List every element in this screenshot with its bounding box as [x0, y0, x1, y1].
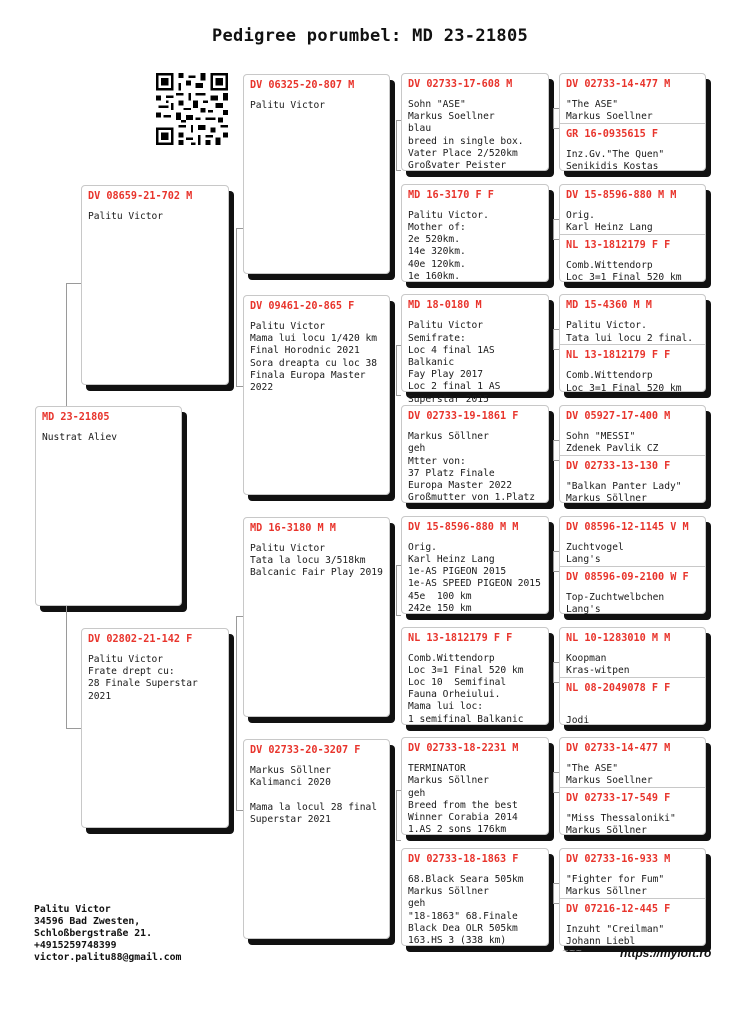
connector-line: [553, 682, 559, 684]
connector-line: [553, 108, 555, 128]
pigeon-entry: [560, 295, 705, 344]
connector-line: [553, 571, 559, 573]
connector-line: [396, 395, 401, 397]
gg-grandparent-box: [559, 73, 706, 171]
great-grandparent-box: [401, 294, 549, 405]
ring-number: NL 13-1812179 F F: [408, 632, 513, 644]
gg-grandparent-box: [559, 405, 706, 503]
ring-number: DV 09461-20-865 F: [250, 301, 355, 312]
connector-line: [553, 329, 559, 331]
breeder-phone: +4915259748399: [34, 940, 117, 951]
pigeon-notes: Comb.Wittendorp Loc 3=1 Final 520 km: [566, 370, 682, 394]
pigeon-entry: [402, 74, 548, 172]
connector-line: [553, 551, 555, 571]
pigeon-entry: [402, 849, 548, 947]
connector-line: [236, 810, 243, 812]
ring-number: DV 02733-14-477 M: [566, 743, 671, 755]
connector-line: [553, 662, 559, 664]
ring-number: DV 02733-18-1863 F: [408, 853, 519, 865]
connector-line: [553, 239, 559, 241]
gg-grandparent-box: [559, 294, 706, 392]
ring-number: NL 08-2049078 F F: [566, 682, 671, 694]
pigeon-notes: "The ASE" Markus Soellner: [566, 763, 653, 787]
connector-line: [553, 108, 559, 110]
ring-number: MD 15-4360 M M: [566, 300, 652, 312]
ring-number: DV 02733-17-608 M: [408, 79, 513, 90]
pigeon-entry: [244, 740, 389, 940]
ring-number: DV 08596-12-1145 V M: [566, 521, 689, 533]
pigeon-notes: Markus Söllner Kalimanci 2020 Mama la locul 28 final Superstar 2021: [250, 765, 378, 825]
ring-number: DV 06325-20-807 M: [250, 80, 355, 91]
ring-number: MD 16-3170 F F: [408, 189, 494, 201]
great-grandparent-box: [401, 73, 549, 171]
pigeon-entry: [36, 407, 181, 607]
connector-line: [396, 615, 401, 617]
pigeon-notes: "Balkan Panter Lady" Markus Söllner: [566, 481, 682, 505]
ring-number: DV 15-8596-880 M M: [408, 521, 519, 533]
pigeon-entry: [402, 295, 548, 405]
pigeon-notes: Palitu Victor. Tata lui locu 2 final.: [566, 320, 694, 344]
connector-line: [553, 551, 559, 553]
pigeon-notes: Palitu Victor. Mother of: 2e 520km. 14e 320km. 40e 120km. 1e 160km.: [408, 209, 489, 282]
pigeon-notes: Zuchtvogel Lang's: [566, 541, 624, 565]
connector-line: [396, 120, 401, 122]
ring-number: DV 02733-20-3207 F: [250, 745, 361, 756]
ring-number: DV 15-8596-880 M M: [566, 189, 677, 201]
sire-box: [81, 185, 229, 385]
pigeon-entry: [560, 517, 705, 566]
pigeon-entry: [402, 628, 548, 726]
pigeon-notes: Nustrat Aliev: [42, 432, 118, 443]
connector-line: [553, 903, 559, 905]
connector-line: [553, 772, 555, 792]
ring-number: MD 16-3180 M M: [250, 523, 336, 534]
great-grandparent-box: [401, 184, 549, 282]
ring-number: NL 10-1283010 M M: [566, 632, 671, 644]
connector-line: [553, 219, 555, 239]
ring-number: DV 02733-18-2231 M: [408, 743, 519, 755]
pigeon-entry: [402, 738, 548, 836]
gg-grandparent-box: [559, 848, 706, 946]
pigeon-notes: "The ASE" Markus Soellner: [566, 99, 653, 123]
pigeon-notes: Sohn "ASE" Markus Soellner blau breed in single box. Vater Place 2/520km Großvater Peister: [408, 99, 524, 172]
pigeon-notes: Inz.Gv."The Quen" Senikidis Kostas: [566, 149, 665, 173]
ring-number: GR 16-0935615 F: [566, 129, 659, 140]
pigeon-entry: [560, 185, 705, 234]
pigeon-notes: Palitu Victor Frate drept cu: 28 Finale Superstar 2021: [88, 654, 198, 702]
connector-line: [396, 345, 401, 347]
pigeon-notes: Top-Zuchtwelbchen Lang's: [566, 591, 665, 615]
connector-line: [396, 345, 398, 395]
pigeon-notes: Orig. Karl Heinz Lang: [566, 209, 653, 233]
pigeon-notes: Palitu Victor Semifrate: Loc 4 final 1AS Balkanic Fay Play 2017 Loc 2 final 1 AS Superstar 2015: [408, 320, 501, 405]
pigeon-entry: [560, 738, 705, 787]
pigeon-notes: Jodi: [566, 714, 590, 726]
connector-line: [236, 228, 238, 386]
pigeon-notes: Palitu Victor: [88, 211, 164, 222]
ring-number: DV 02733-16-933 M: [566, 853, 671, 865]
connector-line: [396, 565, 398, 615]
pigeon-notes: Palitu Victor Mama lui locu 1/420 km Final Horodnic 2021 Sora dreapta cu loc 38 Finala Europa Master 2022: [250, 321, 378, 394]
pigeon-entry: [402, 406, 548, 504]
gg-grandparent-box: [559, 627, 706, 725]
connector-line: [66, 728, 81, 730]
pigeon-notes: Comb.Wittendorp Loc 3=1 Final 520 km Loc 10 Semifinal Fauna Orheiului. Mama lui loc: 1 semifinal Balkanic: [408, 652, 524, 725]
pigeon-notes: 68.Black Seara 505km Markus Söllner geh "18-1863" 68.Finale Black Dea OLR 505km 163.HS 3 (338 km): [408, 873, 524, 946]
connector-line: [553, 883, 555, 903]
pigeon-notes: Palitu Victor: [250, 100, 326, 111]
ring-number: DV 08659-21-702 M: [88, 191, 193, 202]
ring-number: DV 02733-17-549 F: [566, 793, 671, 805]
breeder-name: Palitu Victor: [34, 904, 111, 915]
connector-line: [553, 460, 559, 462]
pigeon-entry: [402, 185, 548, 283]
pigeon-entry: [244, 75, 389, 275]
breeder-city: 34596 Bad Zwesten,: [34, 916, 141, 927]
great-grandparent-box: [401, 405, 549, 503]
connector-line: [66, 283, 68, 406]
ring-number: DV 05927-17-400 M: [566, 411, 671, 423]
pigeon-entry: [82, 629, 228, 829]
pigeon-entry: [560, 677, 705, 726]
ring-number: DV 07216-12-445 F: [566, 903, 671, 915]
qr-code-icon: [156, 73, 228, 145]
connector-line: [553, 792, 559, 794]
pigeon-notes: Markus Söllner geh Mtter von: 37 Platz Finale Europa Master 2022 Großmutter von 1.Platz: [408, 431, 536, 504]
great-grandparent-box: [401, 516, 549, 614]
pigeon-entry: [560, 628, 705, 677]
connector-line: [236, 386, 243, 388]
great-grandparent-box: [401, 848, 549, 946]
connector-line: [396, 840, 401, 842]
great-grandparent-box: [401, 627, 549, 725]
ring-number: MD 23-21805: [42, 412, 110, 423]
grandparent-box: [243, 295, 390, 495]
connector-line: [396, 790, 401, 792]
pigeon-entry: [560, 123, 705, 172]
dam-box: [81, 628, 229, 828]
website-link[interactable]: https://myloft.ro: [620, 946, 712, 960]
subject-box: [35, 406, 182, 606]
pigeon-notes: Orig. Karl Heinz Lang 1e-AS PIGEON 2015 1e-AS SPEED PIGEON 2015 45e 100 km 242e 150 km: [408, 541, 541, 614]
ring-number: DV 02733-13-130 F: [566, 461, 671, 473]
connector-line: [553, 440, 559, 442]
connector-line: [553, 349, 559, 351]
connector-line: [396, 790, 398, 840]
signature-mark: ~~~: [562, 946, 583, 955]
connector-line: [236, 616, 243, 618]
pigeon-entry: [560, 406, 705, 455]
pigeon-entry: [560, 566, 705, 615]
pigeon-entry: [560, 787, 705, 836]
pigeon-entry: [560, 344, 705, 393]
pigeon-entry: [82, 186, 228, 386]
pigeon-notes: "Fighter for Fum" Markus Söllner: [566, 873, 665, 898]
pigeon-entry: [402, 517, 548, 615]
grandparent-box: [243, 517, 390, 717]
connector-line: [553, 883, 559, 885]
connector-line: [66, 283, 81, 285]
ring-number: MD 18-0180 M: [408, 300, 482, 312]
connector-line: [66, 606, 68, 728]
pigeon-notes: Comb.Wittendorp Loc 3=1 Final 520 km: [566, 259, 682, 283]
ring-number: DV 08596-09-2100 W F: [566, 571, 689, 583]
ring-number: NL 13-1812179 F F: [566, 350, 671, 362]
pigeon-entry: [560, 74, 705, 123]
pigeon-notes: Palitu Victor Tata la locu 3/518km Balcanic Fair Play 2019: [250, 543, 383, 579]
great-grandparent-box: [401, 737, 549, 835]
pigeon-entry: [244, 296, 389, 496]
connector-line: [553, 772, 559, 774]
breeder-email[interactable]: victor.palitu88@gmail.com: [34, 952, 182, 963]
connector-line: [553, 219, 559, 221]
connector-line: [396, 120, 398, 170]
connector-line: [236, 616, 238, 810]
pigeon-notes: Sohn "MESSI" Zdenek Pavlik CZ: [566, 431, 659, 455]
ring-number: DV 02733-14-477 M: [566, 79, 671, 90]
pigeon-notes: Koopman Kras-witpen: [566, 652, 630, 676]
connector-line: [553, 440, 555, 460]
breeder-street: Schloßbergstraße 21.: [34, 928, 152, 939]
pigeon-entry: [560, 898, 705, 947]
page-title: Pedigree porumbel: MD 23-21805: [211, 26, 529, 46]
connector-line: [553, 662, 555, 682]
connector-line: [396, 565, 401, 567]
breeder-contact: [34, 904, 181, 964]
pigeon-entry: [560, 849, 705, 898]
connector-line: [553, 329, 555, 349]
pigeon-entry: [244, 518, 389, 718]
pigeon-entry: [560, 234, 705, 283]
connector-line: [236, 228, 243, 230]
gg-grandparent-box: [559, 516, 706, 614]
connector-line: [396, 170, 401, 172]
gg-grandparent-box: [559, 737, 706, 835]
pigeon-notes: "Miss Thessaloniki" Markus Söllner: [566, 813, 676, 837]
pigeon-entry: [560, 455, 705, 504]
connector-line: [553, 128, 559, 130]
grandparent-box: [243, 74, 390, 274]
pigeon-notes: TERMINATOR Markus Söllner geh Breed from the best Winner Corabia 2014 1.AS 2 sons 176km: [408, 763, 518, 836]
ring-number: DV 02733-19-1861 F: [408, 411, 519, 423]
grandparent-box: [243, 739, 390, 939]
gg-grandparent-box: [559, 184, 706, 282]
ring-number: NL 13-1812179 F F: [566, 239, 671, 251]
pigeon-notes: Inzuht "Creilman" Johann Liebl: [566, 923, 665, 948]
ring-number: DV 02802-21-142 F: [88, 634, 193, 645]
